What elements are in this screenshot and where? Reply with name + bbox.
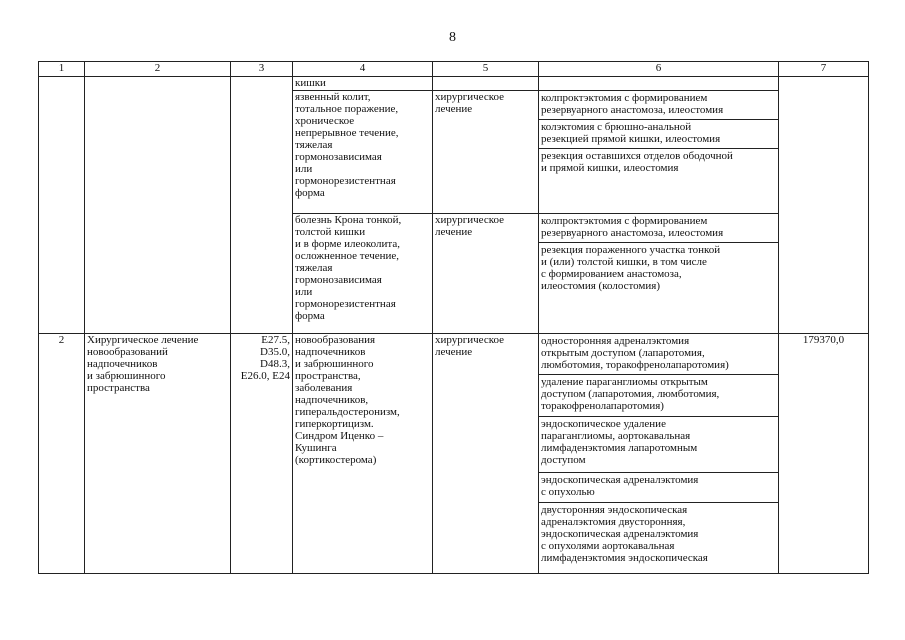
header-col-7: 7 bbox=[779, 62, 869, 77]
cell-diagnosis-tail: кишки bbox=[293, 77, 433, 91]
method-item: колэктомия с брюшно-анальной резекцией прямой кишки, илеостомия bbox=[539, 120, 778, 149]
cell-treatment: хирургическое лечение bbox=[433, 214, 539, 334]
cell-methods bbox=[539, 334, 779, 574]
cell-methods bbox=[539, 214, 779, 334]
cell-amount: 179370,0 bbox=[779, 334, 869, 574]
cell-treatment: хирургическое лечение bbox=[433, 91, 539, 214]
header-row bbox=[39, 62, 869, 77]
table-row bbox=[39, 77, 869, 91]
method-item: эндоскопическое удаление параганглиомы, аортокавальная лимфаденэктомия лапаротомным доступом bbox=[539, 417, 778, 473]
cell-diagnosis: болезнь Крона тонкой, толстой кишки и в форме илеоколита, осложненное течение, тяжелая гормонозависимая или гормонорезистентная форма bbox=[293, 214, 433, 334]
cell-service-name: Хирургическое лечение новообразований надпочечников и забрюшинного пространства bbox=[85, 334, 231, 574]
cell-diagnosis: новообразования надпочечников и забрюшинного пространства, заболевания надпочечников, гиперальдостеронизм, гиперкортицизм. Синдром Иценко – Кушинга (кортикостерома) bbox=[293, 334, 433, 574]
cell-treatment: хирургическое лечение bbox=[433, 334, 539, 574]
method-item: эндоскопическая адреналэктомия с опухолью bbox=[539, 473, 778, 503]
cell-row-number: 2 bbox=[39, 334, 85, 574]
cell-codes-empty bbox=[231, 77, 293, 334]
table-row bbox=[39, 334, 869, 574]
header-col-2: 2 bbox=[85, 62, 231, 77]
cell-diagnosis: язвенный колит, тотальное поражение, хроническое непрерывное течение, тяжелая гормонозависимая или гормонорезистентная форма bbox=[293, 91, 433, 214]
method-item: колпроктэктомия с формированием резервуарного анастомоза, илеостомия bbox=[539, 214, 778, 243]
header-col-3: 3 bbox=[231, 62, 293, 77]
cell-amount-empty bbox=[779, 77, 869, 334]
method-item: двусторонняя эндоскопическая адреналэктомия двусторонняя, эндоскопическая адреналэктомия с опухолями аортокавальная лимфаденэктомия эндоскопическая bbox=[541, 504, 708, 564]
services-table bbox=[38, 61, 869, 574]
method-item: резекция оставшихся отделов ободочной и прямой кишки, илеостомия bbox=[541, 150, 733, 174]
header-col-5: 5 bbox=[433, 62, 539, 77]
cell-name-empty bbox=[85, 77, 231, 334]
cell-method-empty bbox=[539, 77, 779, 91]
page-number: 8 bbox=[449, 30, 456, 45]
header-col-4: 4 bbox=[293, 62, 433, 77]
method-item: удаление параганглиомы открытым доступом (лапаротомия, люмботомия, торакофренолапаротомия) bbox=[539, 375, 778, 417]
header-col-6: 6 bbox=[539, 62, 779, 77]
method-item: резекция пораженного участка тонкой и (или) толстой кишки, в том числе с формированием анастомоза, илеостомия (колостомия) bbox=[541, 244, 721, 292]
cell-treatment-empty bbox=[433, 77, 539, 91]
cell-num-empty bbox=[39, 77, 85, 334]
cell-icd-codes: E27.5, D35.0, D48.3, E26.0, E24 bbox=[231, 334, 293, 574]
header-col-1: 1 bbox=[39, 62, 85, 77]
cell-methods bbox=[539, 91, 779, 214]
method-item: односторонняя адреналэктомия открытым доступом (лапаротомия, люмботомия, торакофренолапаротомия) bbox=[539, 334, 778, 375]
method-item: колпроктэктомия с формированием резервуарного анастомоза, илеостомия bbox=[539, 91, 778, 120]
